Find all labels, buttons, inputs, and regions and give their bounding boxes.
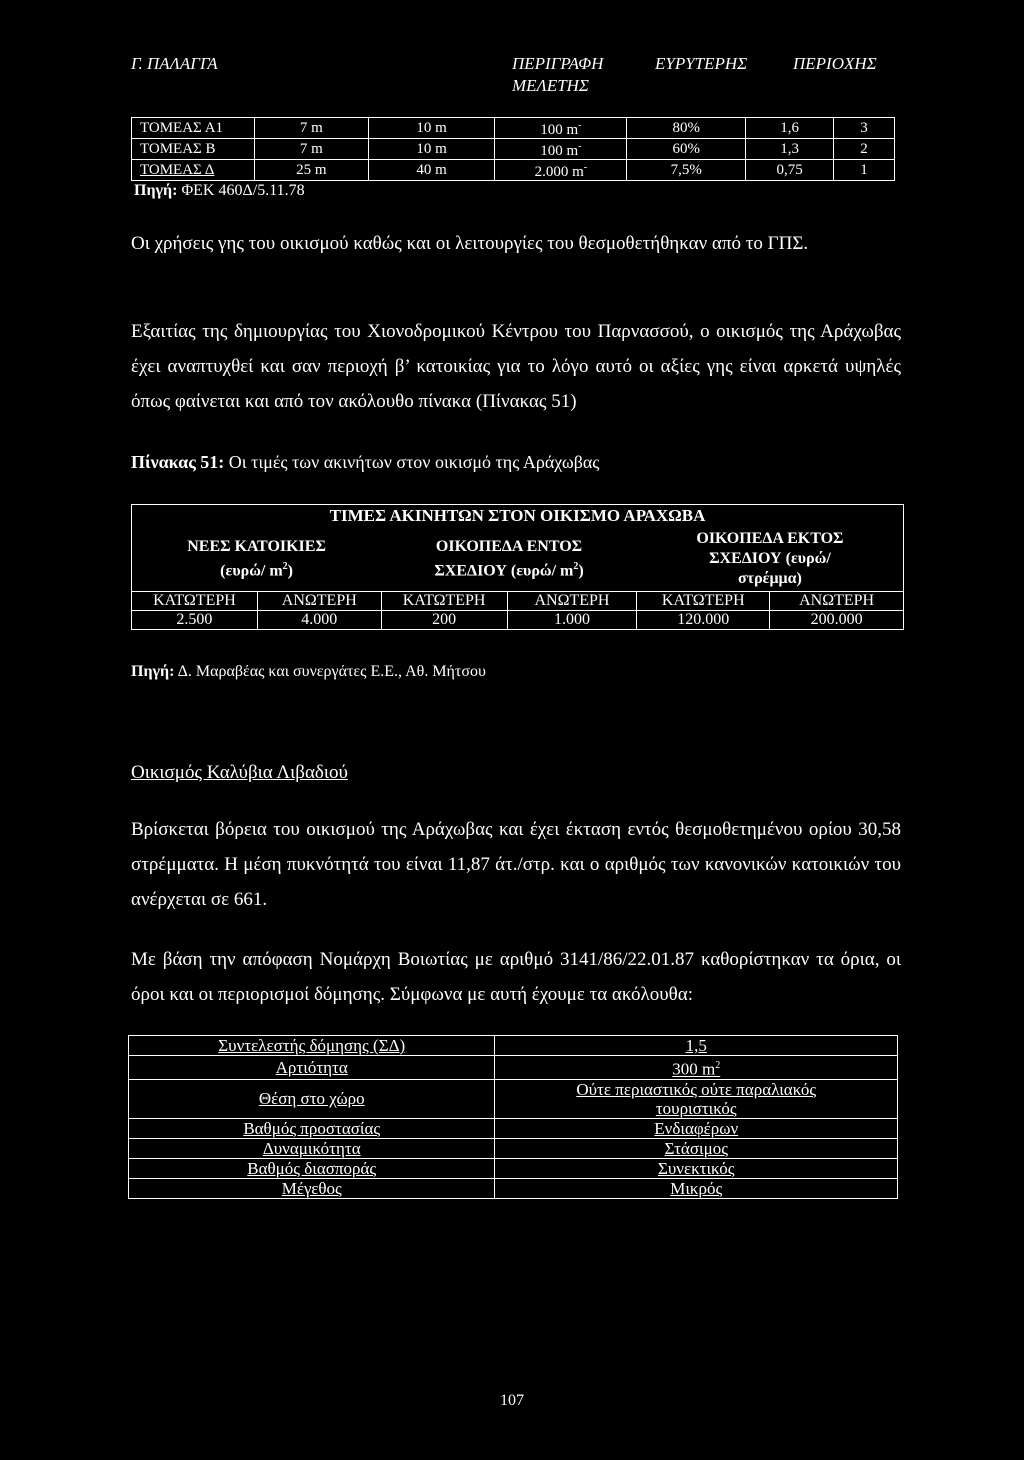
term-value: Μικρός	[495, 1178, 898, 1198]
table-row	[129, 1079, 898, 1118]
source-label: Πηγή:	[134, 182, 178, 199]
group-header-new-houses	[132, 527, 382, 592]
value-cell: 4.000	[257, 611, 381, 630]
table-cell: 3	[834, 118, 895, 139]
caption-text: Οι τιμές των ακινήτων στον οικισμό της Αράχωβας	[228, 452, 600, 472]
building-terms-table	[128, 1035, 898, 1199]
table-row	[129, 1158, 898, 1178]
cell-text: ΤΟΜΕΑΣ Δ	[140, 161, 215, 178]
table-cell: ΤΟΜΕΑΣ Α1	[132, 118, 255, 139]
table-cell: 10 m	[368, 118, 495, 139]
group-line: ΣΧΕΔΙΟΥ (ευρώ/ $m^2$)	[434, 560, 584, 580]
page-number: 107	[500, 1392, 524, 1409]
table-row	[132, 118, 895, 139]
table-cell: 0,75	[746, 160, 834, 181]
table-cell: 60%	[627, 139, 746, 160]
value-cell: 200	[381, 611, 507, 630]
term-value: Ενδιαφέρων	[495, 1118, 898, 1138]
group-line: στρέμμα)	[737, 570, 802, 587]
table-cell: 25 m	[254, 160, 368, 181]
top-table-source	[134, 182, 305, 200]
table-cell: 10 m	[368, 139, 495, 160]
table-caption	[131, 452, 599, 473]
subheader-cell: ΚΑΤΩΤΕΡΗ	[132, 592, 258, 611]
table-row	[132, 592, 904, 611]
group-line: ΝΕΕΣ ΚΑΤΟΙΚΙΕΣ	[187, 537, 326, 555]
table-cell: 1,6	[746, 118, 834, 139]
prices-table	[131, 504, 904, 630]
subheader-cell: ΑΝΩΤΕΡΗ	[507, 592, 637, 611]
table-cell: 2	[834, 139, 895, 160]
table-cell: 40 m	[368, 160, 495, 181]
subheader-cell: ΑΝΩΤΕΡΗ	[257, 592, 381, 611]
table-row	[129, 1138, 898, 1158]
sector-table	[131, 117, 895, 181]
table-row	[129, 1036, 898, 1056]
table-row	[132, 505, 904, 528]
table-cell: 7,5%	[627, 160, 746, 181]
subheader-cell: ΚΑΤΩΤΕΡΗ	[381, 592, 507, 611]
cell-text: 2.000 m	[534, 164, 584, 180]
table-row	[132, 611, 904, 630]
table-cell: 7 m	[254, 118, 368, 139]
paragraph-decision: Με βάση την απόφαση Νομάρχη Βοιωτίας με αριθμό 3141/86/22.01.87 καθορίστηκαν τα όρια, οι όροι και οι περιορισμοί δόμησης. Σύμφωνα με αυτή έχουμε τα ακόλουθα:	[131, 949, 901, 1005]
table-cell: 2.000 m-	[495, 160, 627, 181]
prices-table-source	[131, 663, 486, 681]
table-cell	[132, 160, 255, 181]
group-line: ΟΙΚΟΠΕΔΑ ΕΚΤΟΣ	[696, 530, 844, 547]
table-cell: 1	[834, 160, 895, 181]
prices-table-title: ΤΙΜΕΣ ΑΚΙΝΗΤΩΝ ΣΤΟΝ ΟΙΚΙΣΜΟ ΑΡΑΧΩΒΑ	[132, 505, 904, 528]
group-line: (ευρώ/ $m^2$)	[220, 560, 293, 580]
value-cell: 200.000	[770, 611, 904, 630]
term-label: Συντελεστής δόμησης (ΣΔ)	[129, 1036, 495, 1056]
table-cell: 7 m	[254, 139, 368, 160]
term-value: Ούτε περιαστικός ούτε παραλιακός τουριστικός	[495, 1079, 898, 1118]
table-cell: 100 m-	[495, 118, 627, 139]
group-header-plots-in-plan	[381, 527, 637, 592]
section-title: Οικισμός Καλύβια Λιβαδιού	[131, 762, 348, 783]
table-row	[129, 1178, 898, 1198]
term-label: Βαθμός διασποράς	[129, 1158, 495, 1178]
table-row	[132, 160, 895, 181]
group-header-plots-out-plan	[637, 527, 904, 592]
subheader-cell: ΚΑΤΩΤΕΡΗ	[637, 592, 770, 611]
cell-text: 100 m	[540, 122, 579, 138]
term-label: Μέγεθος	[129, 1178, 495, 1198]
group-line: ΣΧΕΔΙΟΥ (ευρώ/	[709, 550, 831, 567]
group-line: ΟΙΚΟΠΕΔΑ ΕΝΤΟΣ	[435, 537, 583, 555]
table-cell: ΤΟΜΕΑΣ Β	[132, 139, 255, 160]
header-title-word-1: ΠΕΡΙΓΡΑΦΗ	[512, 54, 604, 73]
term-label: Δυναμικότητα	[129, 1138, 495, 1158]
source-text: Δ. Μαραβέας και συνεργάτες Ε.Ε., Αθ. Μήτσου	[177, 663, 486, 680]
value-cell: 1.000	[507, 611, 637, 630]
subheader-cell: ΑΝΩΤΕΡΗ	[770, 592, 904, 611]
term-label: Αρτιότητα	[129, 1056, 495, 1080]
table-cell: 80%	[627, 118, 746, 139]
paragraph-ski-center: Εξαιτίας της δημιουργίας του Χιονοδρομικού Κέντρου του Παρνασσού, ο οικισμός της Αράχωβας έχει αναπτυχθεί και σαν περιοχή β’ κατοικίας για το λόγο αυτό οι αξίες γης είναι αρκετά υψηλές όπως φαίνεται και από τον ακόλουθο πίνακα (Πίνακας 51)	[131, 321, 901, 412]
table-row	[132, 527, 904, 592]
term-value: Συνεκτικός	[495, 1158, 898, 1178]
table-cell: 1,3	[746, 139, 834, 160]
term-label: Θέση στο χώρο	[129, 1079, 495, 1118]
header-title-word-3: ΠΕΡΙΟΧΗΣ	[793, 54, 877, 73]
table-row	[129, 1056, 898, 1080]
table-row	[129, 1118, 898, 1138]
header-title-line2: ΜΕΛΕΤΗΣ	[512, 76, 590, 95]
caption-label: Πίνακας 51:	[131, 452, 225, 472]
table-row	[132, 139, 895, 160]
value-cell: 2.500	[132, 611, 258, 630]
term-value: Στάσιμος	[495, 1138, 898, 1158]
value-cell: 120.000	[637, 611, 770, 630]
term-value: 1,5	[495, 1036, 898, 1056]
table-cell: 100 m-	[495, 139, 627, 160]
source-label: Πηγή:	[131, 663, 175, 680]
header-author: Γ. ΠΑΛΑΓΓΑ	[131, 54, 218, 73]
header-title-word-2: ΕΥΡΥΤΕΡΗΣ	[655, 54, 748, 73]
cell-text: 100 m	[540, 143, 579, 159]
paragraph-kalyvia: Βρίσκεται βόρεια του οικισμού της Αράχωβας και έχει έκταση εντός θεσμοθετημένου ορίου 30,58 στρέμματα. Η μέση πυκνότητά του είναι 11,87 άτ./στρ. και ο αριθμός των κανονικών κατοικιών του ανέρχεται σε 661.	[131, 819, 901, 910]
term-label: Βαθμός προστασίας	[129, 1118, 495, 1138]
term-value: 300 $m^2$	[495, 1056, 898, 1080]
source-text: ΦΕΚ 460Δ/5.11.78	[181, 182, 305, 199]
paragraph-land-use: Οι χρήσεις γης του οικισμού καθώς και οι λειτουργίες του θεσμοθετήθηκαν από το ΓΠΣ.	[131, 233, 809, 254]
